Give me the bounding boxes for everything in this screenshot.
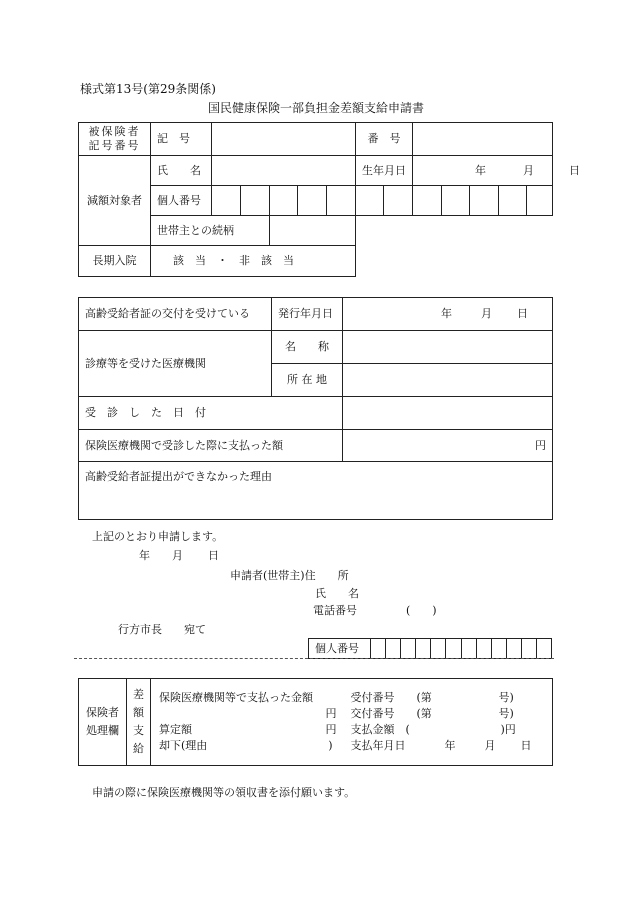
application-month: 月 <box>172 549 183 562</box>
institution-address-field[interactable] <box>343 364 553 397</box>
apn-digit[interactable] <box>506 639 521 659</box>
personal-number-label: 個人番号 <box>151 186 212 216</box>
visit-date-label: 受 診 し た 日 付 <box>79 397 343 430</box>
applicant-address-label: 申請者(世帯主)住 所 <box>230 569 349 582</box>
application-year: 年 <box>139 549 150 562</box>
symbol-field[interactable] <box>212 123 356 156</box>
elderly-card-label: 高齢受給者証の交付を受けている <box>79 298 272 331</box>
insurer-table <box>78 678 553 766</box>
form-title: 国民健康保険一部負担金差額支給申請書 <box>208 101 425 115</box>
applicant-info-table <box>78 122 581 277</box>
apn-digit[interactable] <box>521 639 536 659</box>
application-statement: 上記のとおり申請します。 <box>92 530 224 543</box>
insured-number-label: 被保険者 記号番号 <box>79 123 151 156</box>
insurer-payment-block: 受付番号 (第 号) 交付番号 (第 号) 支払金額 ( )円 支払年月日 年 月 日 <box>343 679 553 766</box>
pn-digit[interactable] <box>298 186 327 216</box>
pn-digit[interactable] <box>470 186 499 216</box>
number-label: 番 号 <box>356 123 413 156</box>
institution-name-field[interactable] <box>343 331 553 364</box>
addressee: 行方市長 宛て <box>118 623 206 636</box>
form-number: 様式第13号(第29条関係) <box>80 82 216 96</box>
cut-line <box>74 658 554 659</box>
apn-digit[interactable] <box>461 639 476 659</box>
visit-date-field[interactable] <box>343 397 553 430</box>
institution-label: 診療等を受けた医療機関 <box>79 331 272 397</box>
apn-digit[interactable] <box>431 639 446 659</box>
applicant-personal-number-table <box>308 638 552 659</box>
applicant-name-label: 氏 名 <box>315 587 359 600</box>
symbol-label: 記 号 <box>151 123 212 156</box>
pn-digit[interactable] <box>327 186 356 216</box>
relationship-label: 世帯主との続柄 <box>151 216 270 246</box>
insurer-amount-block: 保険医療機関等で支払った金額 円 算定額 円 却下(理由 ) <box>151 679 343 766</box>
phone-label: 電話番号 <box>313 604 357 617</box>
insurer-label: 保険者 処理欄 <box>79 679 127 766</box>
apn-digit[interactable] <box>416 639 431 659</box>
pn-digit[interactable] <box>356 186 384 216</box>
apn-digit[interactable] <box>476 639 491 659</box>
apn-digit[interactable] <box>536 639 551 659</box>
apn-digit[interactable] <box>446 639 461 659</box>
pn-digit[interactable] <box>499 186 527 216</box>
paid-amount-field[interactable] <box>343 430 553 462</box>
name-label: 氏 名 <box>151 156 212 186</box>
apn-digit[interactable] <box>401 639 416 659</box>
phone-parens: ( ) <box>406 604 437 617</box>
issue-date-field[interactable]: 年 月 日 <box>343 298 553 331</box>
reduction-target-label: 減額対象者 <box>79 156 151 246</box>
pn-digit[interactable] <box>384 186 413 216</box>
yen-unit: 円 <box>535 438 546 452</box>
birthdate-label: 生年月日 <box>356 156 413 186</box>
apn-digit[interactable] <box>371 639 386 659</box>
medical-info-table <box>78 297 553 520</box>
reason-label: 高齢受給者証提出ができなかった理由 <box>85 470 272 483</box>
application-day: 日 <box>208 549 219 562</box>
pn-digit[interactable] <box>413 186 442 216</box>
institution-address-label: 所 在 地 <box>272 364 343 397</box>
pn-digit[interactable] <box>270 186 298 216</box>
pn-digit[interactable] <box>241 186 270 216</box>
paid-amount-label: 保険医療機関で受診した際に支払った額 <box>79 430 343 462</box>
footer-note: 申請の際に保険医療機関等の領収書を添付願います。 <box>92 786 356 799</box>
number-field[interactable] <box>413 123 553 156</box>
apn-digit[interactable] <box>386 639 401 659</box>
relationship-field[interactable] <box>270 216 356 246</box>
long-stay-options[interactable]: 該 当 ・ 非 該 当 <box>151 246 356 277</box>
institution-name-label: 名 称 <box>272 331 343 364</box>
pn-digit[interactable] <box>442 186 470 216</box>
pn-digit[interactable] <box>212 186 241 216</box>
name-field[interactable] <box>212 156 356 186</box>
reason-field[interactable] <box>79 462 553 520</box>
long-stay-label: 長期入院 <box>79 246 151 277</box>
birthdate-field[interactable]: 年 月 日 <box>413 156 553 186</box>
difference-payment-vertical-label: 差 額 支 給 <box>127 679 151 766</box>
pn-digit[interactable] <box>527 186 553 216</box>
applicant-personal-number-label: 個人番号 <box>309 639 371 659</box>
issue-date-label: 発行年月日 <box>272 298 343 331</box>
apn-digit[interactable] <box>491 639 506 659</box>
